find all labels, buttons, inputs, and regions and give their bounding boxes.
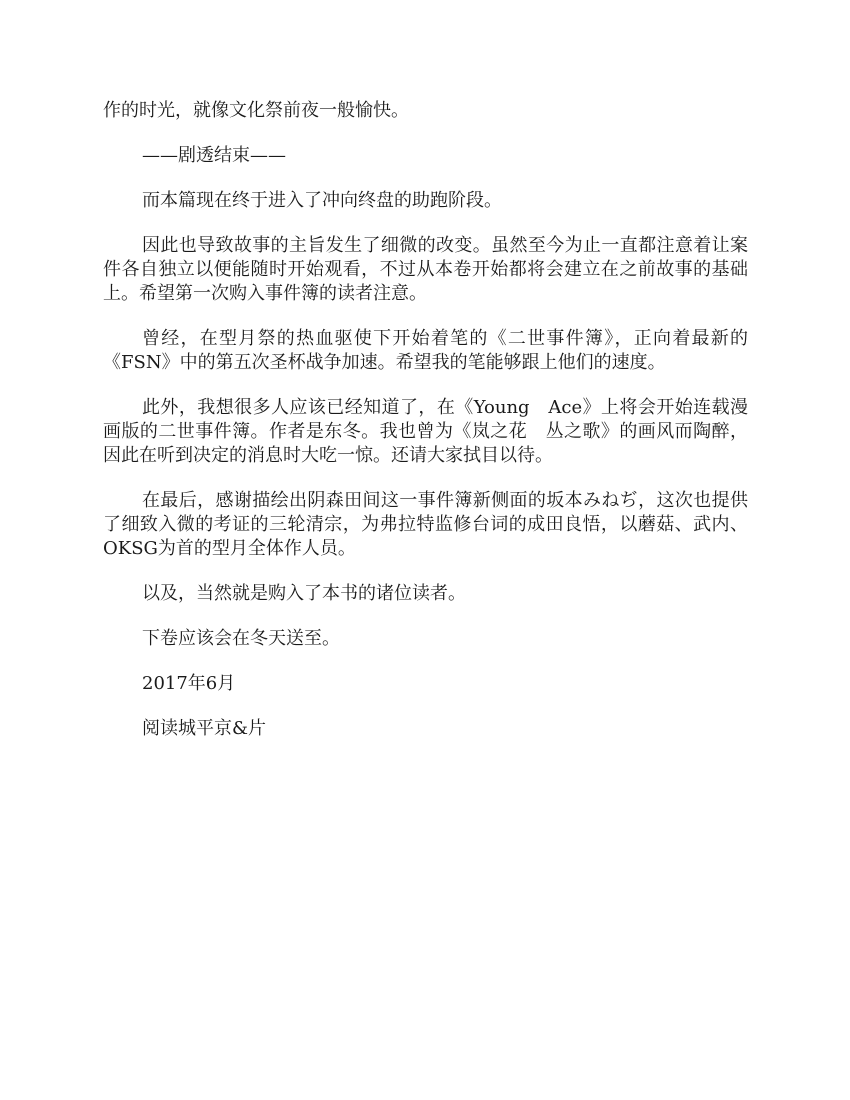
paragraph: 而本篇现在终于进入了冲向终盘的助跑阶段。 [142, 190, 502, 211]
paragraph: 此外，我想很多人应该已经知道了，在《Young Ace》上将会开始连载漫画版的二世事件簿。作者是东冬。我也曾为《岚之花 丛之歌》的画风而陶醉，因此在听到决定的消息时大吃一惊。还请大家拭目以待。 [103, 397, 748, 466]
date-line: 2017年6月 [142, 673, 236, 694]
paragraph: 下卷应该会在冬天送至。 [142, 628, 340, 649]
paragraph: 曾经，在型月祭的热血驱使下开始着笔的《二世事件簿》，正向着最新的《FSN》中的第五次圣杯战争加速。希望我的笔能够跟上他们的速度。 [103, 328, 748, 373]
paragraph: 因此也导致故事的主旨发生了细微的改变。虽然至今为止一直都注意着让案件各自独立以便能随时开始观看，不过从本卷开始都将会建立在之前故事的基础上。希望第一次购入事件簿的读者注意。 [103, 235, 748, 304]
body-text [103, 99, 748, 762]
paragraph-continuation: 作的时光，就像文化祭前夜一般愉快。 [103, 100, 409, 121]
paragraph: 以及，当然就是购入了本书的诸位读者。 [142, 583, 466, 604]
paragraph: 在最后，感谢描绘出阴森田间这一事件簿新侧面的坂本みねぢ，这次也提供了细致入微的考证的三轮清宗，为弗拉特监修台词的成田良悟，以蘑菇、武内、OKSG为首的型月全体作人员。 [103, 490, 748, 559]
signature-line: 阅读城平京&片 [142, 718, 267, 739]
paragraph-spoiler-end: ——剧透结束—— [142, 145, 286, 166]
